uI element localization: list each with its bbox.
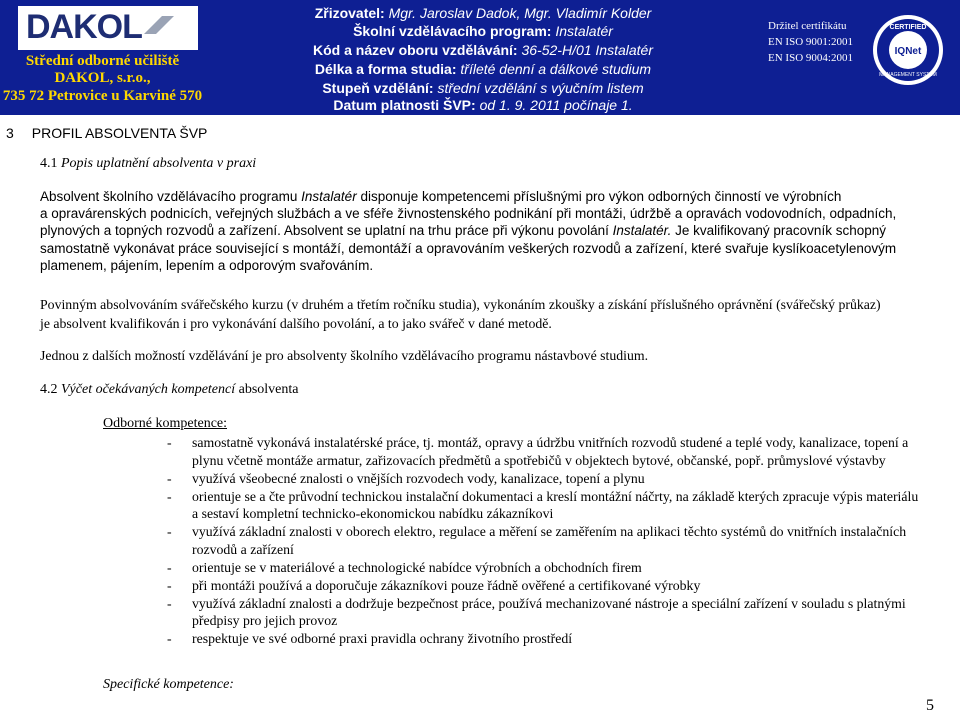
cert-iso-9001: EN ISO 9001:2001: [768, 36, 853, 48]
school-address: 735 72 Petrovice u Karviné 570: [2, 88, 203, 104]
iqnet-certified-seal-icon: [872, 14, 944, 86]
subsection-4-1: 4.1 Popis uplatnění absolventa v praxi: [40, 156, 257, 171]
list-item: - při montáži používá a doporučuje zákazníkovi pouze řádně ověřené a certifikované výrobky: [167, 577, 927, 595]
competence-list: [167, 434, 927, 648]
school-logo: [18, 6, 198, 50]
paragraph-intro: Absolvent školního vzdělávacího programu Instalatér disponuje kompetencemi příslušnými pro výkon odborných činností ve výrobních a opravárenských podnicích, veřejných službách a ve sféře živnostenského podnikání při montáži, údržbě a opravách vodovodních, odpadních, plynových a topných rozvodů a zařízení. Absolvent se uplatní na trhu práce při výkonu povolání Instalatér. Je kvalifikovaný pracovník schopný samostatně vykonávat práce související s montáží, demontáží a opravováním veškerých rozvodů a zařízení, které svařuje kyslíkoacetylenovým plamenem, pájením, lepením a odporovým svařováním.: [40, 189, 897, 273]
list-item: - využívá základní znalosti a dodržuje bezpečnost práce, používá mechanizované nástroje a speciální zařízení v souladu s platnými předpisy pro jejich provoz: [167, 595, 927, 630]
list-item: - orientuje se a čte průvodní technickou instalační dokumentaci a kreslí montážní náčrty, na základě kterých zpracuje výpis materiálu a sestaví kompletní technicko-ekonomickou nabídku zákazníkovi: [167, 488, 927, 523]
school-company: DAKOL, s.r.o.,: [54, 70, 151, 86]
code-line: Kód a název oboru vzdělávání: 36-52-H/01 Instalatér: [312, 42, 654, 58]
level-line: Stupeň vzdělání: střední vzdělání s výučním listem: [322, 80, 644, 96]
duration-line: Délka a forma studia: tříleté denní a dálkové studium: [314, 61, 652, 77]
svg-text:CERTIFIED: CERTIFIED: [889, 24, 927, 31]
paragraph-welding: Povinným absolvováním svářečského kurzu (v druhém a třetím ročníku studia), vykonáním zkoušky a získání příslušného oprávnění (svářečský průkaz) je absolvent kvalifikován i pro vykonávání dalšího povolání, a to jako svářeč v dané metodě.: [40, 297, 881, 331]
logo-swoosh-icon: [142, 14, 176, 36]
subsection-4-2: 4.2 Výčet očekávaných kompetencí absolventa: [40, 382, 299, 397]
paragraph-further-study: Jednou z dalších možností vzdělávání je pro absolventy školního vzdělávacího programu nástavbové studium.: [40, 348, 649, 363]
section-heading: 3 PROFIL ABSOLVENTA ŠVP: [6, 125, 208, 141]
list-item: - orientuje se v materiálové a technologické nabídce výrobních a obchodních firem: [167, 559, 927, 577]
founder-line: Zřizovatel: Mgr. Jaroslav Dadok, Mgr. Vladimír Kolder: [314, 5, 652, 21]
list-item: - samostatně vykonává instalatérské práce, tj. montáž, opravy a údržbu vnitřních rozvodů studené a teplé vody, kanalizace, topení a plynu včetně montáže armatur, zařizovacích předmětů a spotřebičů v objektech bytové, občanské, popř. průmyslové výstavby: [167, 434, 927, 469]
validity-line: Datum platnosti ŠVP: od 1. 9. 2011 počínaje 1. ročníkem: [333, 97, 633, 129]
list-item: - využívá všeobecné znalosti o vnějších rozvodech vody, kanalizace, topení a plynu: [167, 470, 927, 488]
list-item: - respektuje ve své odborné praxi pravidla ochrany životního prostředí: [167, 630, 927, 648]
page-number: 5: [926, 697, 934, 714]
list-item: - využívá základní znalosti v oborech elektro, regulace a měření se zaměřením na aplikaci těchto systémů do vnitřních instalačních rozvodů a zařízení: [167, 523, 927, 558]
professional-competences-label: Odborné kompetence:: [103, 416, 228, 431]
cert-iso-9004: EN ISO 9004:2001: [768, 52, 853, 64]
specific-competences-label: Specifické kompetence:: [103, 677, 234, 692]
svg-text:IQNet: IQNet: [894, 46, 922, 57]
program-line: Školní vzdělávacího program: Instalatér: [353, 23, 613, 39]
logo-text: DAKOL: [26, 8, 142, 46]
svg-text:MANAGEMENT SYSTEM: MANAGEMENT SYSTEM: [879, 72, 937, 78]
school-name: Střední odborné učiliště: [25, 53, 180, 69]
document-header: [0, 0, 960, 129]
cert-holder: Držitel certifikátu: [768, 20, 847, 32]
